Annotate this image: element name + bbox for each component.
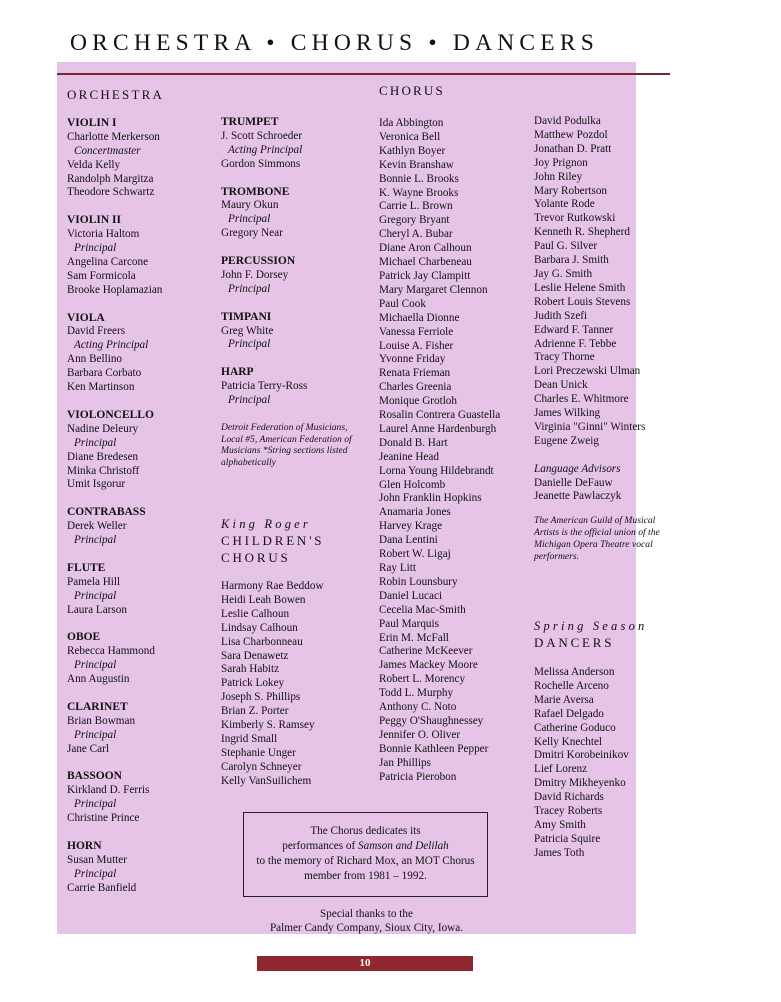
dancer: Amy Smith — [534, 818, 586, 831]
dedication-box — [243, 812, 488, 897]
orchestra-column-1 — [67, 88, 217, 909]
dancer: Rafael Delgado — [534, 707, 604, 720]
chorus-member: Adrienne F. Tebbe — [534, 337, 617, 350]
musician-name: Nadine Deleury — [67, 422, 139, 435]
musician-name: Christine Prince — [67, 812, 140, 825]
musician-name: Gordon Simmons — [221, 157, 301, 170]
orchestra-heading: ORCHESTRA — [67, 87, 165, 102]
chorus-member: Charles Greenia — [379, 381, 452, 394]
musician-role: Principal — [74, 534, 117, 547]
dancer: Patricia Squire — [534, 832, 601, 845]
chorus-member: Paul Marquis — [379, 617, 439, 630]
dedication-line-2a: performances of — [282, 840, 359, 852]
orchestra-section — [67, 117, 217, 200]
chorus-member: Anthony C. Noto — [379, 701, 457, 714]
child-chorus-member: Ingrid Small — [221, 732, 278, 745]
chorus-member: Ray Litt — [379, 562, 416, 574]
musician-name: Umit Isgorur — [67, 478, 126, 491]
chorus-member: Robert W. Ligaj — [379, 548, 451, 561]
chorus-member: Donald B. Hart — [379, 436, 448, 449]
chorus-member: Eugene Zweig — [534, 434, 599, 447]
musicians-union-note: Detroit Federation of Musicians, Local #5, American Federation of Musicians *String sections listed alphabetically — [221, 421, 352, 469]
chorus-column-2-wrap — [534, 115, 674, 563]
child-chorus-member: Sara Denawetz — [221, 649, 289, 662]
orchestra-section — [67, 631, 217, 687]
section-heading: TRUMPET — [221, 116, 279, 128]
musician-name: Sam Formicola — [67, 269, 136, 282]
orchestra-section — [221, 255, 367, 297]
chorus-member: David Podulka — [534, 115, 601, 127]
section-heading: FLUTE — [67, 561, 106, 574]
chorus-member: Lori Preczewski Ulman — [534, 365, 641, 378]
chorus-member: Leslie Helene Smith — [534, 281, 626, 294]
chorus-member: Glen Holcomb — [379, 478, 446, 491]
chorus-member: Patrick Jay Clampitt — [379, 269, 471, 282]
musician-name: Susan Mutter — [67, 853, 127, 866]
chorus-member: Bonnie Kathleen Pepper — [379, 742, 489, 755]
chorus-member: Lorna Young Hildebrandt — [379, 464, 494, 477]
dancer: Rochelle Arceno — [534, 679, 609, 692]
dancer: Catherine Goduco — [534, 721, 616, 734]
chorus-member: Louise A. Fisher — [379, 339, 454, 352]
page-number: 10 — [257, 956, 473, 971]
chorus-member: John Franklin Hopkins — [379, 492, 482, 505]
child-chorus-member: Brian Z. Porter — [221, 705, 289, 718]
chorus-member: Kenneth R. Shepherd — [534, 226, 631, 239]
musician-name: Greg White — [221, 324, 274, 337]
child-chorus-member: Kelly VanSuilichem — [221, 774, 312, 787]
child-chorus-member: Kimberly S. Ramsey — [221, 719, 315, 732]
chorus-member: Anamaria Jones — [379, 506, 451, 519]
child-chorus-member: Leslie Calhoun — [221, 607, 290, 620]
musician-role: Acting Principal — [74, 339, 149, 352]
child-chorus-member: Stephanie Unger — [221, 746, 296, 759]
musician-role: Principal — [74, 798, 117, 811]
section-heading: CONTRABASS — [67, 506, 146, 519]
chorus-heading: CHORUS — [379, 83, 445, 98]
chorus-member: James Mackey Moore — [379, 659, 478, 672]
orchestra-section — [67, 214, 217, 297]
chorus-member: Kathlyn Boyer — [379, 144, 446, 157]
musician-role: Principal — [74, 436, 117, 449]
dancer: Melissa Anderson — [534, 666, 615, 678]
chorus-heading-wrap — [379, 84, 445, 110]
chorus-member: Mary Robertson — [534, 184, 608, 197]
orchestra-sections — [67, 117, 217, 896]
section-heading: VIOLA — [67, 311, 105, 324]
musician-role: Principal — [74, 659, 117, 672]
section-heading: BASSOON — [67, 770, 122, 783]
dancer: Marie Aversa — [534, 693, 594, 706]
section-heading: VIOLIN II — [67, 214, 122, 227]
musician-name: Derek Weller — [67, 520, 127, 533]
dancer: James Toth — [534, 846, 585, 859]
section-heading: HARP — [221, 366, 254, 379]
orchestra-section — [67, 409, 217, 492]
language-advisor: Jeanette Pawlaczyk — [534, 490, 622, 503]
chorus-member: Jan Phillips — [379, 756, 431, 769]
child-chorus-member: Carolyn Schneyer — [221, 760, 302, 773]
chorus-member: Tracy Thorne — [534, 351, 595, 364]
dedication-opera-title: Samson and Delilah — [358, 840, 449, 852]
musician-name: Carrie Banfield — [67, 881, 137, 894]
orchestra-section — [67, 562, 217, 618]
musician-name: Patricia Terry-Ross — [221, 380, 308, 393]
musician-name: Jane Carl — [67, 742, 109, 755]
musician-role: Principal — [74, 589, 117, 602]
chorus-member: Dana Lentini — [379, 534, 438, 547]
language-advisors-list — [534, 477, 674, 505]
section-heading: OBOE — [67, 631, 101, 644]
musician-role: Principal — [74, 728, 117, 741]
orchestra-section — [67, 312, 217, 395]
musician-name: Charlotte Merkerson — [67, 130, 160, 143]
musician-role: Principal — [228, 338, 271, 351]
dancer: Dmitry Mikheyenko — [534, 777, 626, 790]
chorus-member: Laurel Anne Hardenburgh — [379, 422, 497, 435]
thanks-line-2: Palmer Candy Company, Sioux City, Iowa. — [269, 922, 464, 934]
musician-name: Barbara Corbato — [67, 367, 142, 380]
chorus-member: Renata Frieman — [379, 367, 451, 380]
chorus-member: Paul G. Silver — [534, 240, 598, 253]
chorus-member: Rosalin Contrera Guastella — [379, 409, 501, 422]
chorus-member: Todd L. Murphy — [379, 687, 454, 700]
dedication-line-1: The Chorus dedicates its — [310, 825, 421, 837]
orchestra-section — [221, 366, 367, 408]
musician-name: J. Scott Schroeder — [221, 129, 303, 142]
chorus-member: Paul Cook — [379, 297, 426, 310]
chorus-member: Jonathan D. Pratt — [534, 142, 612, 155]
chorus-member: Peggy O'Shaughnessey — [379, 714, 484, 727]
chorus-member: Michael Charbeneau — [379, 256, 472, 269]
chorus-member: Carrie L. Brown — [379, 200, 453, 213]
section-heading: TIMPANI — [221, 310, 272, 323]
chorus-member: Robert Louis Stevens — [534, 295, 631, 308]
musician-name: Brooke Hoplamazian — [67, 283, 163, 296]
chorus-member: Jeanine Head — [379, 450, 439, 463]
orchestra-section — [67, 840, 217, 896]
agma-note: The American Guild of Musical Artists is the official union of the Michigan Opera Theatre vocal performers. — [534, 515, 660, 562]
musician-name: Pamela Hill — [67, 575, 121, 588]
chorus-column-1 — [379, 117, 529, 785]
musician-name: Rebecca Hammond — [67, 645, 155, 658]
musician-role: Principal — [228, 282, 271, 295]
orchestra-column-2 — [221, 116, 367, 469]
chorus-member: Cecelia Mac-Smith — [379, 603, 466, 616]
dancers-title-line2: DANCERS — [534, 634, 615, 650]
special-thanks — [243, 907, 490, 935]
musician-name: Theodore Schwartz — [67, 186, 155, 199]
child-chorus-member: Harmony Rae Beddow — [221, 580, 324, 592]
musician-role: Acting Principal — [228, 143, 303, 156]
musician-name: Randolph Margitza — [67, 172, 154, 185]
chorus-member: Vanessa Ferriole — [379, 325, 454, 338]
chorus-member: Yolante Rode — [534, 198, 595, 211]
child-chorus-member: Lisa Charbonneau — [221, 635, 303, 648]
chorus-member: Matthew Pozdol — [534, 128, 608, 141]
chorus-column-2 — [534, 115, 674, 449]
chorus-member: Gregory Bryant — [379, 214, 450, 227]
dedication-line-4: member from 1981 – 1992. — [304, 870, 427, 882]
dancer: Tracey Roberts — [534, 805, 603, 818]
chorus-member: Bonnie L. Brooks — [379, 172, 459, 185]
musician-name: Diane Bredesen — [67, 450, 139, 463]
orchestra-section — [67, 701, 217, 757]
chorus-member: Monique Grotloh — [379, 395, 457, 408]
musician-role: Concertmaster — [74, 144, 141, 157]
chorus-member: Mary Margaret Clennon — [379, 283, 488, 296]
musician-name: Victoria Haltom — [67, 228, 140, 241]
musician-name: Laura Larson — [67, 603, 127, 616]
dancers-title-italic: Spring Season — [534, 619, 648, 633]
musician-role: Principal — [74, 867, 117, 880]
child-chorus-member: Patrick Lokey — [221, 677, 285, 690]
chorus-member: Jennifer O. Oliver — [379, 728, 461, 741]
chorus-member: James Wilking — [534, 407, 601, 420]
chorus-member: Charles E. Whitmore — [534, 393, 629, 406]
child-chorus-member: Sarah Habitz — [221, 663, 280, 676]
childrens-chorus-title-line3: CHORUS — [221, 549, 291, 565]
section-heading: CLARINET — [67, 700, 128, 713]
musician-name: Ann Bellino — [67, 353, 123, 366]
dancer: Lief Lorenz — [534, 763, 588, 776]
musician-name: Brian Bowman — [67, 714, 136, 727]
orchestra-section — [221, 186, 367, 242]
section-heading: PERCUSSION — [221, 255, 296, 268]
orchestra-section — [67, 770, 217, 826]
chorus-member: Jay G. Smith — [534, 267, 593, 280]
chorus-member: Harvey Krage — [379, 520, 443, 533]
musician-name: Minka Christoff — [67, 464, 140, 477]
chorus-member: Judith Szefi — [534, 309, 588, 322]
musician-name: Maury Okun — [221, 199, 279, 212]
chorus-member: Robert L. Morency — [379, 673, 466, 686]
musician-role: Principal — [228, 213, 271, 226]
chorus-member: Michaella Dionne — [379, 311, 460, 324]
chorus-member: Erin M. McFall — [379, 631, 449, 644]
chorus-member: Yvonne Friday — [379, 353, 446, 366]
section-heading: VIOLONCELLO — [67, 408, 154, 421]
dancer: Dmitri Korobeinikov — [534, 749, 629, 762]
childrens-chorus-title-italic: King Roger — [221, 517, 311, 531]
chorus-member: Dean Unick — [534, 379, 588, 392]
musician-name: Angelina Carcone — [67, 255, 149, 268]
section-heading: VIOLIN I — [67, 116, 117, 129]
chorus-member: John Riley — [534, 170, 583, 183]
dedication-line-2 — [244, 839, 487, 854]
page-title: ORCHESTRA • CHORUS • DANCERS — [70, 30, 599, 56]
section-heading: TROMBONE — [221, 185, 290, 198]
orchestra-section — [67, 506, 217, 548]
chorus-member: Daniel Lucaci — [379, 589, 443, 602]
musician-name: David Freers — [67, 325, 126, 338]
musician-name: Ken Martinson — [67, 381, 135, 394]
musician-name: Gregory Near — [221, 227, 283, 240]
musician-role: Principal — [74, 242, 117, 255]
chorus-member: Barbara J. Smith — [534, 254, 609, 267]
dancer: David Richards — [534, 791, 604, 804]
musician-name: John F. Dorsey — [221, 268, 289, 281]
chorus-member: K. Wayne Brooks — [379, 186, 459, 199]
chorus-member: Diane Aron Calhoun — [379, 242, 472, 255]
child-chorus-member: Heidi Leah Bowen — [221, 593, 306, 606]
language-advisors-heading: Language Advisors — [534, 462, 621, 475]
chorus-member: Joy Prignon — [534, 156, 588, 169]
dedication-line-3: to the memory of Richard Mox, an MOT Chorus — [256, 855, 475, 867]
chorus-member: Cheryl A. Bubar — [379, 228, 453, 241]
thanks-line-1: Special thanks to the — [320, 908, 413, 920]
orchestra-sections-2 — [221, 116, 367, 408]
section-heading: HORN — [67, 839, 102, 852]
language-advisor: Danielle DeFauw — [534, 476, 613, 489]
childrens-chorus-title-line2: CHILDREN'S — [221, 532, 325, 548]
chorus-member: Trevor Rutkowski — [534, 212, 616, 225]
chorus-member: Robin Lounsbury — [379, 575, 458, 588]
childrens-chorus-title — [221, 518, 367, 566]
chorus-member: Ida Abbington — [379, 117, 444, 129]
musician-name: Ann Augustin — [67, 673, 130, 686]
chorus-member: Virginia "Ginni" Winters — [534, 420, 646, 433]
title-rule — [57, 73, 670, 75]
chorus-member: Patricia Pierobon — [379, 770, 457, 783]
chorus-member: Kevin Branshaw — [379, 158, 454, 171]
musician-name: Velda Kelly — [67, 158, 121, 171]
childrens-chorus-list — [221, 580, 367, 789]
orchestra-section — [221, 311, 367, 353]
dancer: Kelly Knechtel — [534, 735, 603, 748]
orchestra-section — [221, 116, 367, 172]
dancers-list — [534, 666, 674, 861]
chorus-member: Edward F. Tanner — [534, 323, 614, 336]
musician-role: Principal — [228, 394, 271, 407]
child-chorus-member: Joseph S. Phillips — [221, 691, 301, 704]
dancers-title — [534, 620, 674, 651]
musician-name: Kirkland D. Ferris — [67, 784, 150, 797]
child-chorus-member: Lindsay Calhoun — [221, 621, 298, 634]
chorus-member: Catherine McKeever — [379, 645, 473, 658]
chorus-member: Veronica Bell — [379, 130, 441, 143]
